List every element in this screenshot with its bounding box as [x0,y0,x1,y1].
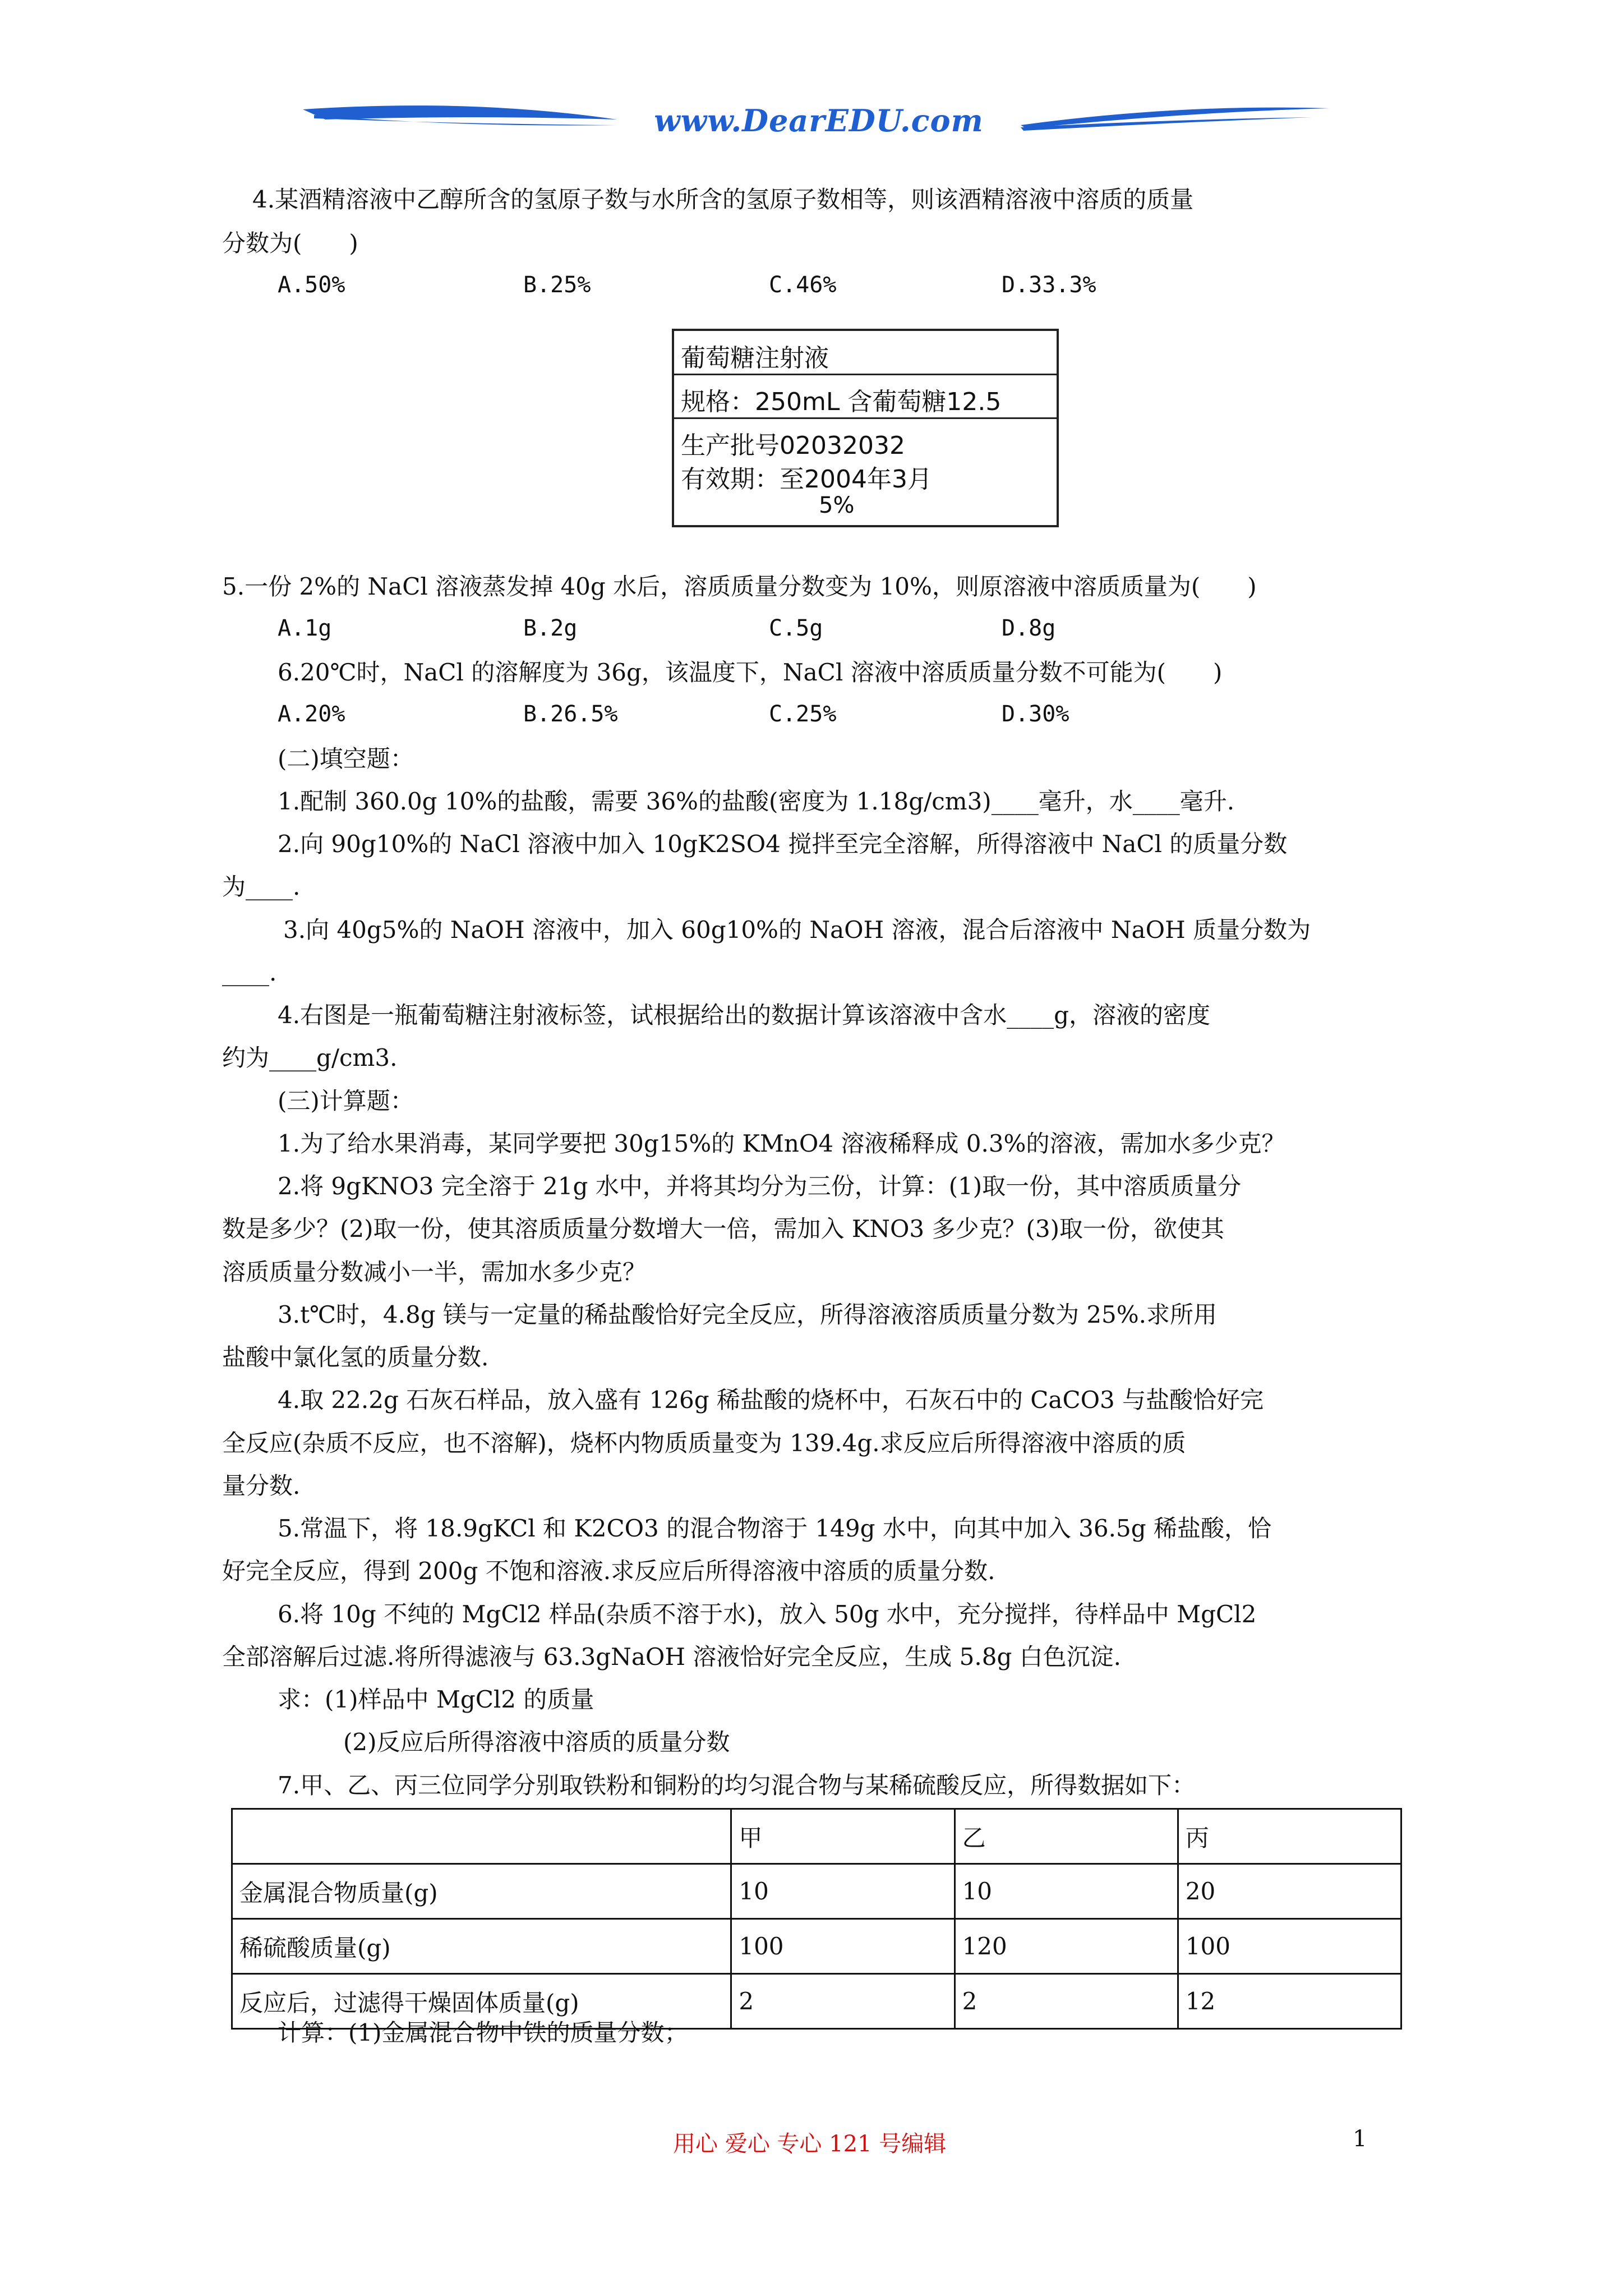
label-row-spec [674,374,1057,419]
calc-q2-line2: 数是多少？(2)取一份，使其溶质质量分数增大一倍，需加入 KNO3 多少克？(3)取一份，欲使其 [222,1215,1224,1243]
table-row [232,1919,1401,1974]
q6-option-a: A.20% [278,701,345,727]
calc-q7-followup: 计算：(1)金属混合物中铁的质量分数； [278,2019,688,2046]
q4-option-a: A.50% [278,272,345,298]
q5-line1: 5.一份 2%的 NaCl 溶液蒸发掉 40g 水后，溶质质量分数变为 10%，则原溶液中溶质质量为( ) [222,573,1257,600]
calc-heading: (三)计算题： [278,1087,414,1115]
calc-q6-line4: (2)反应后所得溶液中溶质的质量分数 [343,1728,730,1756]
fill-q2-line1: 2.向 90g10%的 NaCl 溶液中加入 10gK2SO4 搅拌至完全溶解，所得溶液中 NaCl 的质量分数 [278,830,1288,858]
calc-q6-line2: 全部溶解后过滤.将所得滤液与 63.3gNaOH 溶液恰好完全反应，生成 5.8g 白色沉淀. [222,1643,1122,1671]
calc-q7-line1: 7.甲、乙、丙三位同学分别取铁粉和铜粉的均匀混合物与某稀硫酸反应，所得数据如下： [278,1772,1196,1799]
q5-option-a: A.1g [278,615,332,641]
table-cell: 2 [955,1974,1178,2029]
q5-option-d: D.8g [1002,615,1056,641]
calc-q2-line1: 2.将 9gKNO3 完全溶于 21g 水中，并将其均分为三份，计算：(1)取一份，其中溶质质量分 [278,1172,1242,1200]
q4-line2: 分数为( ) [222,229,358,257]
fill-heading: (二)填空题： [278,745,414,772]
table-row [232,1864,1401,1919]
calc-q2-line3: 溶质质量分数减小一半，需加水多少克？ [222,1258,647,1286]
label-spec: 规格：250mL 含葡萄糖12.5 [681,388,1002,416]
table-cell: 20 [1178,1864,1401,1919]
table-cell: 100 [1178,1919,1401,1974]
calc-q6-line1: 6.将 10g 不纯的 MgCl2 样品(杂质不溶于水)，放入 50g 水中，充分搅拌，待样品中 MgCl2 [278,1600,1257,1628]
table-cell: 10 [955,1864,1178,1919]
table-cell: 反应后，过滤得干燥固体质量(g) [232,1974,731,2029]
results-table [231,1808,1402,2030]
label-title: 葡萄糖注射液 [681,344,829,372]
fill-q2-line2: 为____. [222,873,301,900]
calc-q4-line2: 全反应(杂质不反应，也不溶解)，烧杯内物质质量变为 139.4g.求反应后所得溶液中溶质的质 [222,1429,1186,1457]
fill-q1: 1.配制 360.0g 10%的盐酸，需要 36%的盐酸(密度为 1.18g/cm3)____毫升，水____毫升. [278,788,1235,815]
q4-option-c: C.46% [769,272,837,298]
q5-option-b: B.2g [523,615,578,641]
label-row-title [674,331,1057,375]
site-url: www.DearEDU.com [654,103,984,139]
calc-q4-line1: 4.取 22.2g 石灰石样品，放入盛有 126g 稀盐酸的烧杯中，石灰石中的 CaCO3 与盐酸恰好完 [278,1386,1264,1414]
table-header-cell: 乙 [955,1809,1178,1864]
table-cell: 12 [1178,1974,1401,2029]
label-expiry: 有效期：至2004年3月 [681,465,932,494]
q6-option-d: D.30% [1002,701,1069,727]
label-batch: 生产批号02032032 [681,431,905,460]
footer-note: 用心 爱心 专心 121 号编辑 [673,2131,947,2157]
table-cell: 10 [731,1864,955,1919]
q6-option-c: C.25% [769,701,837,727]
q4-option-d: D.33.3% [1002,272,1096,298]
calc-q4-line3: 量分数. [222,1472,301,1499]
site-header [303,93,1329,154]
table-cell: 2 [731,1974,955,2029]
table-cell: 100 [731,1919,955,1974]
calc-q1: 1.为了给水果消毒，某同学要把 30g15%的 KMnO4 溶液稀释成 0.3%的溶液，需加水多少克？ [278,1130,1285,1157]
table-header-cell [232,1809,731,1864]
fill-q3-line2: ____. [222,959,277,986]
q4-line1: 4.某酒精溶液中乙醇所含的氢原子数与水所含的氢原子数相等，则该酒精溶液中溶质的质量 [252,186,1194,213]
calc-q6-line3: 求：(1)样品中 MgCl2 的质量 [278,1686,594,1713]
calc-q5-line1: 5.常温下，将 18.9gKCl 和 K2CO3 的混合物溶于 149g 水中，向其中加入 36.5g 稀盐酸，恰 [278,1515,1271,1542]
table-header-row [232,1809,1401,1864]
fill-q4-line2: 约为____g/cm3. [222,1044,398,1071]
fill-q3-line1: 3.向 40g5%的 NaOH 溶液中，加入 60g10%的 NaOH 溶液，混合后溶液中 NaOH 质量分数为 [283,916,1311,944]
q4-option-b: B.25% [523,272,591,298]
q6-line1: 6.20℃时，NaCl 的溶解度为 36g，该温度下，NaCl 溶液中溶质质量分数不可能为( ) [278,659,1223,686]
label-percent: 5% [819,493,855,518]
table-cell: 稀硫酸质量(g) [232,1919,731,1974]
q6-option-b: B.26.5% [523,701,618,727]
glucose-label-figure [672,329,1059,527]
table-header-cell: 丙 [1178,1809,1401,1864]
table-header-cell: 甲 [731,1809,955,1864]
calc-q3-line1: 3.t℃时，4.8g 镁与一定量的稀盐酸恰好完全反应，所得溶液溶质质量分数为 25%.求所用 [278,1301,1218,1328]
calc-q5-line2: 好完全反应，得到 200g 不饱和溶液.求反应后所得溶液中溶质的质量分数. [222,1557,995,1585]
table-cell: 金属混合物质量(g) [232,1864,731,1919]
fill-q4-line1: 4.右图是一瓶葡萄糖注射液标签，试根据给出的数据计算该溶液中含水____g，溶液的密度 [278,1001,1210,1029]
calc-q3-line2: 盐酸中氯化氢的质量分数. [222,1343,489,1371]
page-number: 1 [1353,2126,1367,2152]
q5-option-c: C.5g [769,615,823,641]
table-cell: 120 [955,1919,1178,1974]
